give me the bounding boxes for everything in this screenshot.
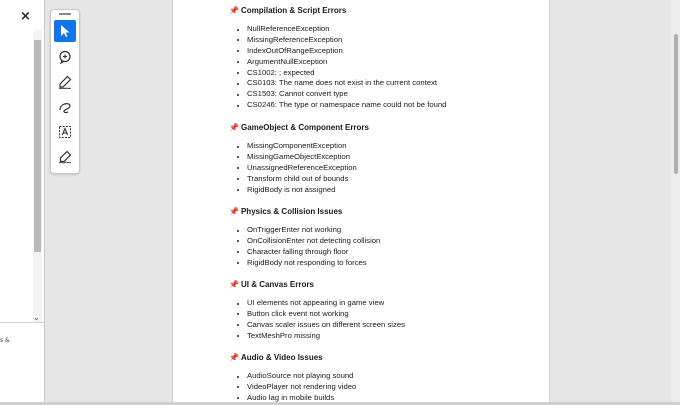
list-item: Canvas scaler issues on different screen sizes [229, 320, 405, 331]
text-box-icon [58, 125, 72, 139]
list-item: CS0103: The name does not exist in the current context [229, 78, 446, 89]
list-item: CS1503: Cannot convert type [229, 89, 446, 100]
pushpin-icon: 📌 [229, 5, 239, 15]
section-compilation-errors [229, 4, 446, 111]
list-item: RigidBody is not assigned [229, 185, 369, 196]
section-heading [229, 205, 380, 217]
list-item: MissingGameObjectException [229, 152, 369, 163]
list-item: IndexOutOfRangeException [229, 46, 446, 57]
section-heading-text: Audio & Video Issues [240, 352, 323, 362]
draw-tool-button[interactable] [54, 96, 76, 118]
section-heading [229, 121, 369, 133]
list-item: UnassignedReferenceException [229, 163, 369, 174]
list-item: OnCollisionEnter not detecting collision [229, 236, 380, 247]
section-heading [229, 351, 356, 363]
section-ui-canvas-errors [229, 278, 405, 342]
pushpin-icon: 📌 [229, 122, 239, 132]
comment-add-icon [58, 50, 72, 64]
freehand-draw-icon [58, 100, 72, 114]
section-audio-video-issues [229, 351, 356, 404]
sign-pen-icon [58, 150, 72, 164]
list-item: VideoPlayer not rendering video [229, 382, 356, 393]
list-item: MissingComponentException [229, 141, 369, 152]
list-item: RigidBody not responding to forces [229, 258, 380, 269]
list-item: NullReferenceException [229, 24, 446, 35]
cursor-arrow-icon [58, 24, 72, 38]
section-heading-text: GameObject & Component Errors [240, 122, 369, 132]
list-item: Transform child out of bounds [229, 174, 369, 185]
comment-tool-button[interactable] [54, 46, 76, 68]
list-item: CS0246: The type or namespace name could not be found [229, 100, 446, 111]
list-item: AudioSource not playing sound [229, 371, 356, 382]
list-item: Button click event not working [229, 309, 405, 320]
highlight-tool-button[interactable] [54, 71, 76, 93]
section-physics-issues [229, 205, 380, 269]
sign-tool-button[interactable] [54, 146, 76, 168]
text-tool-button[interactable] [54, 121, 76, 143]
error-list [229, 24, 446, 111]
section-gameobject-errors [229, 121, 369, 195]
side-panel-divider [0, 322, 44, 323]
list-item: ArgumentNullException [229, 57, 446, 68]
section-heading [229, 4, 446, 16]
pushpin-icon: 📌 [229, 352, 239, 362]
section-heading-text: Compilation & Script Errors [240, 5, 347, 15]
list-item: MissingReferenceException [229, 35, 446, 46]
annotation-toolbar [50, 9, 80, 174]
pushpin-icon: 📌 [229, 279, 239, 289]
side-panel [0, 0, 45, 405]
side-panel-text-fragment: s & [0, 337, 10, 344]
list-item: Character falling through floor [229, 247, 380, 258]
list-item: Audio lag in mobile builds [229, 393, 356, 404]
document-page [172, 0, 550, 405]
error-list [229, 141, 369, 195]
error-list [229, 298, 405, 342]
list-item: UI elements not appearing in game view [229, 298, 405, 309]
toolbar-grip-handle[interactable] [59, 13, 71, 15]
scroll-down-arrow-icon[interactable]: ⌄ [33, 313, 40, 322]
list-item: CS1002: ; expected [229, 68, 446, 79]
close-icon[interactable]: × [20, 9, 31, 24]
section-heading [229, 278, 405, 290]
section-heading-text: Physics & Collision Issues [240, 206, 343, 216]
pushpin-icon: 📌 [229, 206, 239, 216]
document-scroll-thumb[interactable] [674, 34, 678, 174]
pen-highlight-icon [58, 75, 72, 89]
list-item: TextMeshPro missing [229, 331, 405, 342]
side-panel-scroll-thumb[interactable] [34, 40, 41, 252]
error-list [229, 225, 380, 269]
section-heading-text: UI & Canvas Errors [240, 279, 314, 289]
list-item: OnTriggerEnter not working [229, 225, 380, 236]
select-tool-button[interactable] [54, 20, 76, 42]
error-list [229, 371, 356, 404]
